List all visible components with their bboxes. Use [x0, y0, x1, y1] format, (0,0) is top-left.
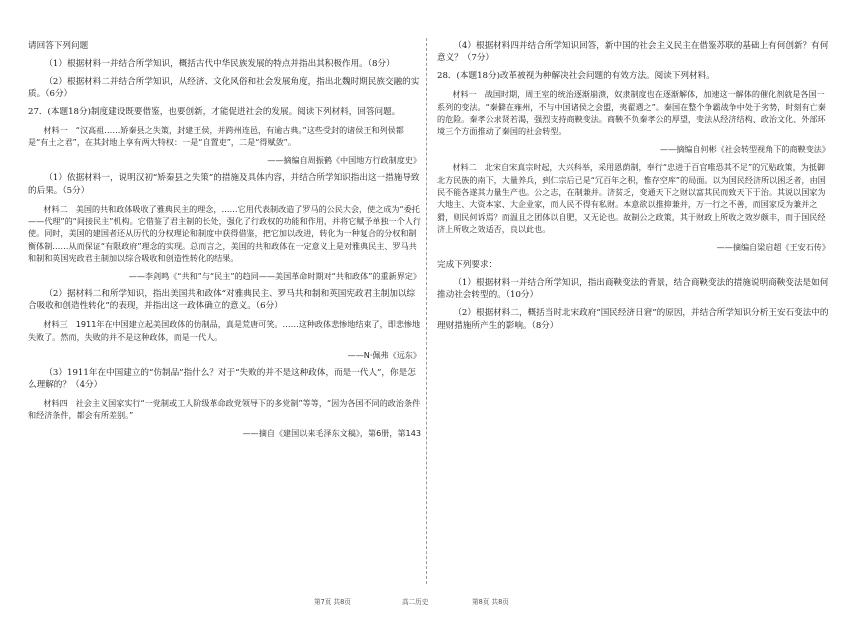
question-28-1: （1）根据材料一并结合所学知识，指出商鞅变法的背景，结合商鞅变法的措施说明商鞅变法是如何推动社会转型的。（10分）	[437, 278, 829, 301]
question-27-heading: 27．(本题18分)制度建设既要借鉴，也要创新，才能促进社会的发展。阅读下列材料，回答问题。	[28, 107, 401, 118]
material-1: 材料一 “汉高祖……矫秦县之失策，封建王侯，并跨州连邑，有逾古典。”这些受封的诸侯王和列侯都是“有土之君”，在其封地上享有两大特权：一是“自置吏”，二是“得赋敛”。	[28, 125, 404, 148]
material-28-1: 材料一 战国时期，周王室的统治逐渐崩溃，奴隶制度也在逐渐解体，加速这一解体的催化剂就是各国一系列的变法。“秦僻在雍州，不与中国诸侯之会盟，夷翟遇之”。秦国在整个争霸战争中处于劣势，时刻有亡秦的危险。秦孝公求贤若渴，强烈支持商鞅变法。商鞅不负秦孝公的厚望，变法从经济结构、政治文化、外部环境三个方面推动了秦国的社会转型。	[437, 89, 826, 137]
material-2-source: ——李剑鸣《“共和”与“民主”的趋同——美国革命时期对“共和政体”的重新界定》	[128, 271, 421, 282]
requirements-heading: 完成下列要求：	[437, 260, 498, 271]
right-column	[437, 40, 830, 338]
footer-right-page: 第8页 共8页	[472, 598, 509, 606]
material-28-2: 材料二 北宋自宋真宗时起，大兴科举，采用恩荫制，奉行“忠进于百官唯恐其不足”的冗贴政策，为抵御北方民族的南下，大量养兵，到仁宗后已是“冗百年之积，惟存空库”的局面。以为国民经济所以困乏者，由国民不能各遂其力量生产也。公之志，在制兼并。济贫乏，变通天下之财以富其民而致天下于治。其说以国家为大地主、大资本家、大企业家，而人民不得有私财。本意欲以推抑兼并，万一行之不善，而国家反为兼并之猾，则民何诉焉？而温且之团体以自肥，又无论也。故制公之政策，其于财政上所收之效岁颇丰，而于国民经济上所收之效适否，良以此也。	[437, 162, 826, 235]
material-3-source: ——N·佩弗《远东》	[347, 349, 421, 360]
intro-line: 请回答下列问题	[28, 41, 89, 51]
footer-left-page: 第7页 共8页	[314, 598, 351, 606]
footer-subject: 高二历史	[402, 598, 429, 606]
material-28-2-source: ——摘编自梁启超《王安石传》	[716, 242, 830, 253]
material-4: 材料四 社会主义国家实行“一党制或工人阶级革命政党领导下的多党制”等等，“因为各国不同的政治条件和经济条件，都会有所差别。”	[28, 397, 421, 421]
left-column	[28, 40, 421, 445]
question-26-1: （1）根据材料一并结合所学知识，概括古代中华民族发展的特点并指出其积极作用。（8分）	[44, 58, 395, 69]
question-28-2: （2）根据材料二，概括当时北宋政府“国民经济日窘”的原因，并结合所学知识分析王安石变法中的理财措施所产生的影响。（8分）	[437, 308, 829, 331]
column-divider	[426, 38, 427, 584]
question-26-2: （2）根据材料二并结合所学知识，从经济、文化风俗和社会发展角度，指出北魏时期民族交融的实质。（6分）	[28, 76, 420, 100]
question-28-heading: 28．(本题18分)改革被视为种解决社会问题的有效方法。阅读下列材料。	[437, 71, 715, 82]
question-27-4: （4）根据材料四并结合所学知识回答，新中国的社会主义民主在借鉴苏联的基础上有何创新？有何意义？（7分）	[437, 41, 829, 64]
question-27-3: （3）1911年在中国建立的“仿制品”指什么？对于“失败的并不是这种政体，而是一代人”，你是怎么理解的？（4分）	[28, 367, 416, 390]
question-27-1: （1）依据材料一，说明汉初“矫秦县之失策”的措施及具体内容，并结合所学知识指出这一措施导致的后果。（5分）	[28, 173, 420, 196]
material-2: 材料二 美国的共和政体吸收了雅典民主的理念，……它用代表制改造了罗马的公民大会，使之成为“委托——代理”的“间接民主”机构。它借鉴了君主制的长处，强化了行政权的功能和作用，并将它赋予单独一个人行使。同时，美国的建国者还从历代的分权理论和制度中获得借鉴，把它加以改进，转化为一种复合的分权和制衡体制……从而保证“有限政府”理念的实现。总而言之，美国的共和政体在一定意义上是对雅典民主、罗马共和制和英国宪政君主制加以综合吸收和创造性转化的结果。	[28, 203, 421, 264]
material-4-source: ——摘自《建国以来毛泽东文稿》，第6册，第143	[242, 428, 421, 439]
material-1-source: ——摘编自周振鹤《中国地方行政制度史》	[267, 155, 421, 166]
material-28-1-source: ——摘编自何彬《社会转型视角下的商鞅变法》	[660, 144, 830, 155]
material-3: 材料三 1911年在中国建立起美国政体的仿制品，真是荒唐可笑。……这种政体悲惨地结束了，即悲惨地失败了。然而，失败的并不是这种政体，而是一代人。	[28, 319, 421, 342]
question-27-2: （2）据材料二和所学知识，指出美国共和政体“对雅典民主、罗马共和制和英国宪政君主制加以综合吸收和创造性转化”的表现，并指出这一政体确立的意义。（6分）	[28, 289, 416, 312]
